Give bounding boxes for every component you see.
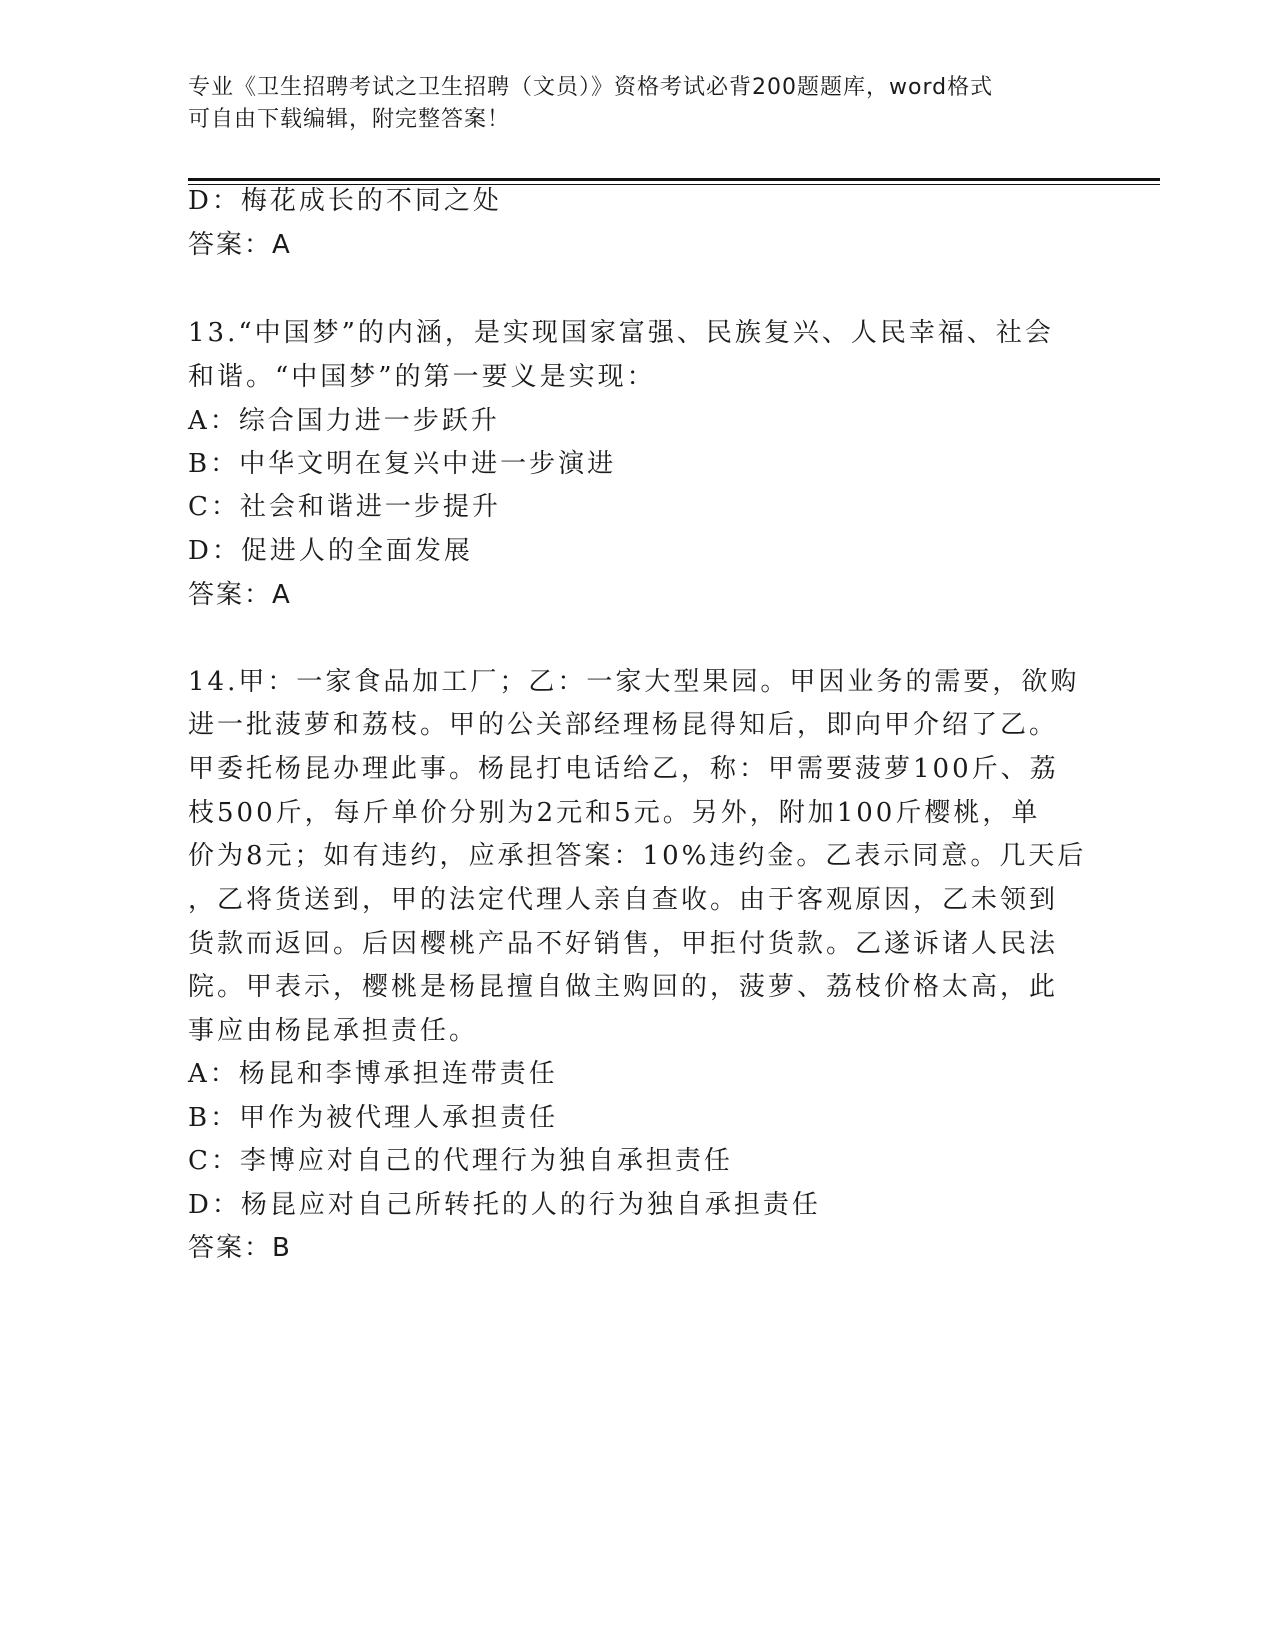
header-title-line-2: 可自由下载编辑，附完整答案！ (188, 107, 511, 132)
prev-question-option-d: D：梅花成长的不同之处 (188, 186, 502, 216)
q13-option-b: B：中华文明在复兴中进一步演进 (188, 449, 617, 479)
q13-option-d: D：促进人的全面发展 (188, 536, 473, 566)
q14-stem-line-2: 进一批菠萝和荔枝。甲的公关部经理杨昆得知后，即向甲介绍了乙。 (188, 710, 1059, 740)
q14-stem-line-1: 14.甲：一家食品加工厂；乙：一家大型果园。甲因业务的需要，欲购 (188, 667, 1080, 697)
q14-option-b: B：甲作为被代理人承担责任 (188, 1103, 559, 1133)
header-title-line-1: 专业《卫生招聘考试之卫生招聘（文员）》资格考试必背200题题库，word格式 (188, 75, 994, 100)
q14-stem-line-4: 枝500斤，每斤单价分别为2元和5元。另外，附加100斤樱桃，单 (188, 798, 1041, 828)
header-divider-thick (188, 178, 1160, 181)
q13-option-a: A：综合国力进一步跃升 (188, 406, 500, 436)
q14-option-c: C：李博应对自己的代理行为独自承担责任 (188, 1146, 733, 1176)
q14-answer: 答案：B (188, 1233, 292, 1263)
q14-stem-line-5: 价为8元；如有违约，应承担答案：10%违约金。乙表示同意。几天后 (188, 841, 1087, 871)
q13-stem-line-2: 和谐。“中国梦”的第一要义是实现： (188, 362, 656, 392)
q14-stem-line-3: 甲委托杨昆办理此事。杨昆打电话给乙，称：甲需要菠萝100斤、荔 (188, 754, 1059, 784)
document-header (188, 72, 1088, 136)
q14-stem-line-9: 事应由杨昆承担责任。 (188, 1016, 479, 1046)
q13-answer: 答案：A (188, 580, 292, 610)
q13-stem-line-1: 13.“中国梦”的内涵，是实现国家富强、民族复兴、人民幸福、社会 (188, 318, 1054, 348)
q13-option-c: C：社会和谐进一步提升 (188, 492, 501, 522)
q14-stem-line-8: 院。甲表示，樱桃是杨昆擅自做主购回的，菠萝、荔枝价格太高，此 (188, 972, 1059, 1002)
q14-option-a: A：杨昆和李博承担连带责任 (188, 1059, 558, 1089)
q14-option-d: D：杨昆应对自己所转托的人的行为独自承担责任 (188, 1190, 821, 1220)
q14-stem-line-6: ，乙将货送到，甲的法定代理人亲自查收。由于客观原因，乙未领到 (188, 885, 1059, 915)
q14-stem-line-7: 货款而返回。后因樱桃产品不好销售，甲拒付货款。乙遂诉诸人民法 (188, 929, 1059, 959)
prev-question-answer: 答案：A (188, 230, 292, 260)
